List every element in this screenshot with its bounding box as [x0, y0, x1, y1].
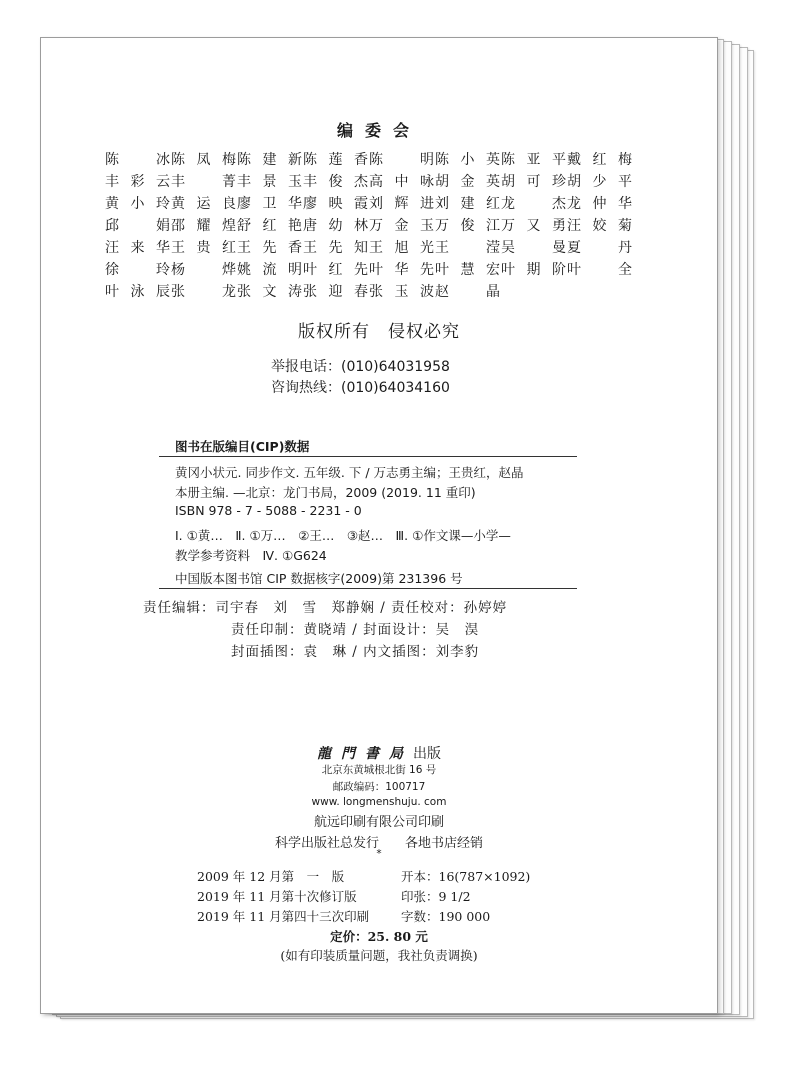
edition-first: 2009 年 12 月第 一 版	[197, 869, 345, 884]
separator-asterisk: *	[376, 848, 382, 860]
printer-line: 航远印刷有限公司印刷	[313, 815, 444, 830]
committee-member: 张 龙	[171, 284, 237, 300]
committee-member: 丰景玉	[237, 174, 303, 190]
committee-row	[105, 280, 645, 302]
committee-member: 叶期阶	[501, 262, 567, 278]
publisher-postcode: 邮政编码：100717	[332, 781, 426, 793]
committee-member: 吴 曼	[501, 240, 567, 256]
cip-line-1: 黄冈小状元. 同步作文. 五年级. 下 / 万志勇主编；王贵红，赵晶	[175, 465, 524, 480]
quality-note: (如有印装质量问题，我社负责调换)	[280, 948, 478, 963]
committee-member: 叶华先	[369, 262, 435, 278]
credit-printing-cover: 责任印制：黄晓靖 / 封面设计：吴 淏	[231, 622, 480, 638]
committee-member: 胡金英	[435, 174, 501, 190]
word-count: 字数：190 000	[401, 909, 491, 924]
committee-member: 徐 玲	[105, 262, 171, 278]
cip-line-2: 本册主编. —北京：龙门书局，2009 (2019. 11 重印)	[175, 485, 476, 500]
committee-member: 高中咏	[369, 174, 435, 190]
credit-editors: 责任编辑：司宇春 刘 雪 郑静娴 / 责任校对：孙婷婷	[143, 600, 508, 616]
committee-member: 王先香	[237, 240, 303, 256]
committee-member: 张迎春	[303, 284, 369, 300]
committee-member: 邵耀煌	[171, 218, 237, 234]
committee-member: 刘建红	[435, 196, 501, 212]
committee-member: 丰俊杰	[303, 174, 369, 190]
cip-rule-top	[159, 456, 577, 457]
committee-member: 杨 烨	[171, 262, 237, 278]
committee-member: 万金玉	[369, 218, 435, 234]
committee-row	[105, 258, 645, 280]
publisher-address: 北京东黄城根北街 16 号	[321, 764, 437, 776]
committee-member: 陈建新	[237, 152, 303, 168]
cip-line-5: 教学参考资料 Ⅳ. ①G624	[175, 548, 327, 563]
credit-illustrations: 封面插图：袁 琳 / 内文插图：刘李豹	[231, 644, 480, 660]
committee-member: 张文涛	[237, 284, 303, 300]
committee-member: 陈 明	[369, 152, 435, 168]
committee-member: 胡可珍	[501, 174, 567, 190]
copyright-page	[40, 37, 718, 1014]
committee-member: 王旭光	[369, 240, 435, 256]
committee-member: 万又勇	[501, 218, 567, 234]
committee-member: 黄小玲	[105, 196, 171, 212]
publish-label: 出版	[413, 746, 441, 762]
cip-record-number: 中国版本图书馆 CIP 数据核字(2009)第 231396 号	[175, 571, 463, 586]
committee-member: 万俊江	[435, 218, 501, 234]
publisher-website: www. longmenshuju. com	[311, 796, 447, 808]
committee-member: 叶慧宏	[435, 262, 501, 278]
committee-member: 王贵红	[171, 240, 237, 256]
publisher-logo: 龍門書局	[317, 746, 413, 762]
edition-revised: 2019 年 11 月第十次修订版	[197, 889, 357, 904]
committee-member: 夏 丹	[567, 240, 633, 256]
committee-member: 陈凤梅	[171, 152, 237, 168]
edition-printing: 2019 年 11 月第四十三次印刷	[197, 909, 370, 924]
committee-member: 舒红艳	[237, 218, 303, 234]
committee-member: 叶 全	[567, 262, 633, 278]
committee-member: 陈小英	[435, 152, 501, 168]
committee-member: 刘辉进	[369, 196, 435, 212]
committee-member: 龙仲华	[567, 196, 633, 212]
committee-member: 叶泳辰	[105, 284, 171, 300]
committee-member: 戴红梅	[567, 152, 633, 168]
sheet-count: 印张：9 1/2	[401, 889, 471, 904]
publisher-line	[41, 743, 717, 763]
committee-member: 王先知	[303, 240, 369, 256]
committee-row	[105, 192, 645, 214]
committee-row	[105, 214, 645, 236]
committee-member: 姚流明	[237, 262, 303, 278]
committee-member: 黄运良	[171, 196, 237, 212]
committee-row	[105, 236, 645, 258]
committee-member: 汪姣菊	[567, 218, 633, 234]
committee-member: 丰 菁	[171, 174, 237, 190]
committee-title: 编委会	[336, 121, 421, 140]
price: 定价：25. 80 元	[330, 929, 428, 944]
committee-member: 汪来华	[105, 240, 171, 256]
cip-rule-bottom	[159, 588, 577, 589]
committee-member: 胡少平	[567, 174, 633, 190]
committee-member: 陈 冰	[105, 152, 171, 168]
cip-title: 图书在版编目(CIP)数据	[175, 439, 310, 454]
copyright-notice: 版权所有 侵权必究	[298, 322, 460, 342]
committee-row	[105, 148, 645, 170]
committee-member: 龙 杰	[501, 196, 567, 212]
format-size: 开本：16(787×1092)	[401, 869, 531, 884]
committee-names	[105, 148, 645, 302]
committee-member: 陈亚平	[501, 152, 567, 168]
committee-member: 叶红先	[303, 262, 369, 278]
cip-isbn: ISBN 978 - 7 - 5088 - 2231 - 0	[175, 503, 362, 518]
report-hotline: 举报电话：(010)64031958	[271, 359, 450, 375]
committee-member: 唐幼林	[303, 218, 369, 234]
distribution-line: 科学出版社总发行 各地书店经销	[274, 836, 483, 851]
committee-member: 邱 娟	[105, 218, 171, 234]
consult-hotline: 咨询热线：(010)64034160	[271, 380, 450, 396]
committee-member: 廖卫华	[237, 196, 303, 212]
committee-member: 赵 晶	[435, 284, 501, 300]
committee-member: 王 滢	[435, 240, 501, 256]
cip-line-4: Ⅰ. ①黄… Ⅱ. ①万… ②王… ③赵… Ⅲ. ①作文课—小学—	[175, 528, 511, 543]
committee-row	[105, 170, 645, 192]
committee-member: 廖映霞	[303, 196, 369, 212]
committee-member: 陈莲香	[303, 152, 369, 168]
committee-member: 张玉波	[369, 284, 435, 300]
committee-member: 丰彩云	[105, 174, 171, 190]
